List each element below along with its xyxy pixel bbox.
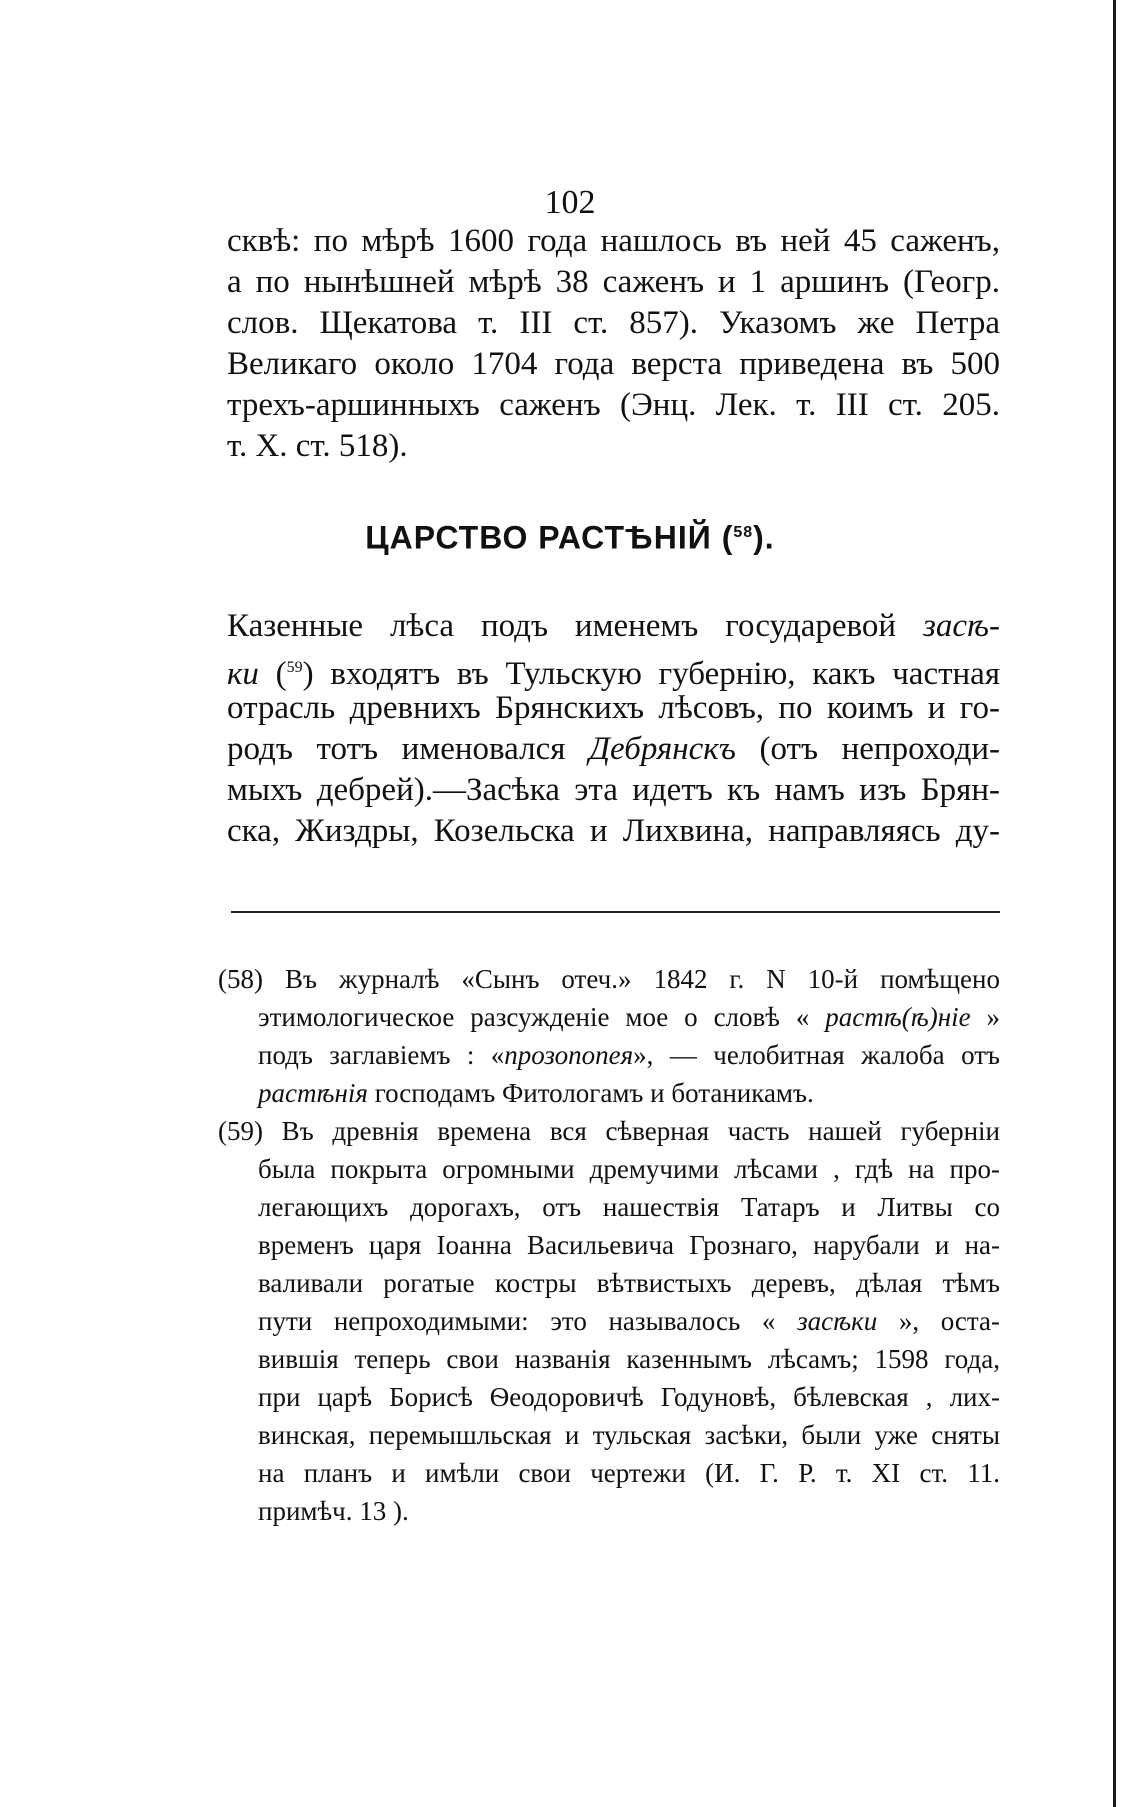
footnote-line: (58) Въ журналѣ «Сынъ отеч.» 1842 г. N 10-й помѣщено	[218, 964, 1000, 994]
text-run: господамъ Фитологамъ и ботаникамъ.	[367, 1078, 814, 1108]
italic-term: засѣ-	[922, 608, 1000, 644]
footnote-ref: 58	[733, 524, 754, 541]
italic-term: растѣ(ѣ)ніе	[825, 1002, 971, 1032]
footnote-line: примѣч. 13 ).	[258, 1496, 409, 1526]
footnote-line: на планъ и имѣли свои чертежи (И. Г. Р. т. XI ст. 11.	[258, 1458, 1000, 1488]
footnote-line: была покрыта огромными дремучими лѣсами , гдѣ на про-	[258, 1154, 1000, 1184]
footnotes	[218, 960, 1000, 1530]
footnote-line	[218, 1074, 1000, 1112]
footnote-line: винская, перемышльская и тульская засѣки, были уже сняты	[258, 1420, 1000, 1450]
text-line: ска, Жиздры, Козельска и Лихвина, направляясь ду-	[227, 813, 1000, 849]
footnote-58	[218, 960, 1000, 1112]
italic-term: ки	[227, 656, 259, 692]
footnote-line: временъ царя Іоанна Васильевича Грознаго, нарубали и на-	[258, 1230, 1000, 1260]
italic-term: Дебрянскъ	[589, 731, 736, 767]
footnote-line: вившія теперь свои названія казеннымъ лѣсамъ; 1598 года,	[258, 1344, 1000, 1374]
footnote-ref: 59	[286, 659, 303, 676]
text-run: подъ заглавіемъ : «	[258, 1040, 505, 1070]
footnote-line	[218, 998, 1000, 1036]
text-run: этимологическое разсужденіе мое о словѣ «	[258, 1002, 826, 1032]
text-run: пути непроходимыми: это называлось «	[258, 1306, 798, 1336]
heading-text: ЦАРСТВО РАСТѢНІЙ (	[365, 519, 734, 556]
text-line	[227, 647, 1000, 692]
footnote-line	[218, 1302, 1000, 1340]
page-edge-line	[1113, 0, 1116, 1807]
footnote-line: легающихъ дорогахъ, отъ нашествія Татаръ и Литвы со	[258, 1192, 1000, 1222]
text-line: слов. Щекатова т. III ст. 857). Указомъ же Петра	[227, 305, 1000, 341]
text-line: мыхъ дебрей).—Засѣка эта идетъ къ намъ изъ Брян-	[227, 772, 1000, 808]
intro-paragraph	[227, 221, 1000, 467]
footnote-line	[218, 1036, 1000, 1074]
footnote-59	[218, 1112, 1000, 1530]
text-line: а по нынѣшней мѣрѣ 38 саженъ и 1 аршинъ (Геогр.	[227, 264, 1000, 300]
footnote-line: валивали рогатые костры вѣтвистыхъ деревъ, дѣлая тѣмъ	[258, 1268, 1000, 1298]
text-run: », — челобитная жалоба отъ	[633, 1040, 1000, 1070]
italic-term: засѣки	[797, 1306, 878, 1336]
text-line: Великаго около 1704 года верста приведена въ 500	[227, 346, 1000, 382]
text-line	[227, 606, 1000, 647]
footnote-divider	[231, 911, 1000, 913]
text-run: (отъ непроходи-	[735, 731, 1001, 767]
text-line: т. X. ст. 518).	[227, 428, 408, 464]
section-heading	[0, 513, 1140, 558]
text-run: »	[970, 1002, 1001, 1032]
footnote-line: (59) Въ древнія времена вся сѣверная часть нашей губерніи	[218, 1116, 1000, 1146]
page-number: 102	[544, 184, 596, 221]
text-line: отрасль древнихъ Брянскихъ лѣсовъ, по коимъ и го-	[227, 690, 1000, 726]
text-line: сквѣ: по мѣрѣ 1600 года нашлось въ ней 45 саженъ,	[227, 223, 1000, 259]
text-run: (	[258, 656, 287, 692]
text-run: родъ тотъ именовался	[227, 731, 590, 767]
text-run: », оста-	[877, 1306, 1000, 1336]
heading-close: ).	[753, 519, 775, 556]
italic-term: растѣнія	[258, 1078, 368, 1108]
text-run: ) входятъ въ Тульскую губернію, какъ частная	[302, 656, 1000, 692]
text-line	[227, 729, 1000, 770]
italic-term: прозопопея	[504, 1040, 634, 1070]
main-paragraph	[227, 606, 1000, 852]
text-line: трехъ-аршинныхъ саженъ (Энц. Лек. т. III ст. 205.	[227, 387, 1000, 423]
text-run: Казенные лѣса подъ именемъ государевой	[227, 608, 923, 644]
footnote-line: при царѣ Борисѣ Ѳеодоровичѣ Годуновѣ, бѣлевская , лих-	[258, 1382, 1000, 1412]
